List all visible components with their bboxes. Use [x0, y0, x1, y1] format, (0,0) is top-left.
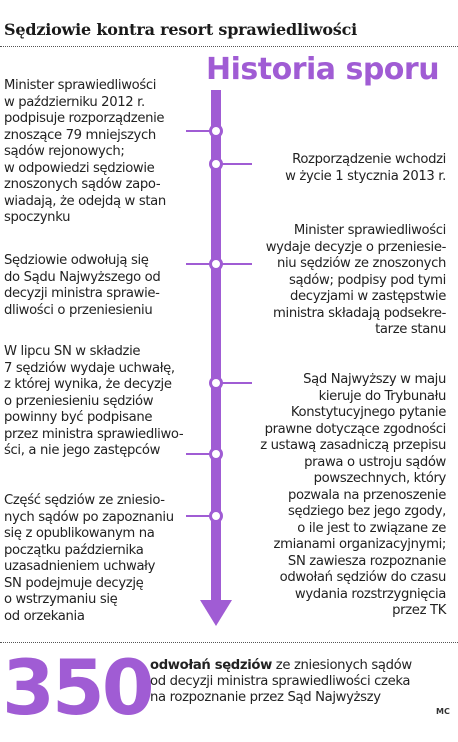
- stat-bold-text: odwołań sędziów: [150, 658, 272, 673]
- stat-description: [150, 658, 422, 706]
- timeline-marker: [209, 509, 223, 523]
- timeline-marker: [209, 257, 223, 271]
- timeline-event: Sędziowie odwołują się do Sądu Najwyższego od decyzji ministra sprawie- dliwości o przeniesieniu: [4, 253, 161, 318]
- timeline-marker: [209, 157, 223, 171]
- timeline-marker: [209, 447, 223, 461]
- timeline-heading: Historia sporu: [206, 52, 440, 87]
- timeline-event: Minister sprawiedliwości wydaje decyzje o przeniesie- niu sędziów ze znoszonych sądów; podpisy pod tymi decyzjami w zastępstwie ministra składają podsekre- tarze stanu: [265, 223, 446, 337]
- timeline-marker: [209, 124, 223, 138]
- stat-number: 350: [2, 643, 152, 732]
- timeline-event: Rozporządzenie wchodzi w życie 1 stycznia 2013 r.: [285, 152, 446, 184]
- timeline-event: Sąd Najwyższy w maju kieruje do Trybunału Konstytucyjnego pytanie prawne dotyczące zgodności z ustawą zasadniczą przepisu prawa o ustroju sądów powszechnych, który pozwala na przenoszenie sędziego bez jego zgody, o ile jest to związane ze zmianami organizacyjnymi; SN zawiesza rozpoznanie odwołań sędziów do czasu wydania rozstrzygnięcia przez TK: [260, 372, 446, 618]
- timeline-marker: [209, 376, 223, 390]
- timeline-event: W lipcu SN w składzie 7 sędziów wydaje uchwałę, z której wynika, że decyzje o przeniesieniu sędziów powinny być podpisane przez ministra sprawiedliwo- ści, a nie jego zastępców: [4, 344, 184, 458]
- title-divider: [0, 46, 458, 47]
- page-title: Sędziowie kontra resort sprawiedliwości: [4, 20, 358, 39]
- stat-rest-text: ze zniesionych sądów od decyzji ministra sprawiedliwości czeka na rozpoznanie przez Sąd Najwyższy: [150, 658, 412, 705]
- author-credit: MC: [436, 707, 450, 716]
- timeline-event: Minister sprawiedliwości w październiku 2012 r. podpisuje rozporządzenie znoszące 79 mniejszych sądów rejonowych; w odpowiedzi sędziowie znoszonych sądów zapo- wiadają, że odejdą w stan spoczynku: [4, 78, 166, 225]
- timeline-event: Część sędziów ze zniesio- nych sądów po zapoznaniu się z opublikowanym na początku października uzasadnieniem uchwały SN podejmuje decyzję o wstrzymaniu się od orzekania: [4, 493, 174, 624]
